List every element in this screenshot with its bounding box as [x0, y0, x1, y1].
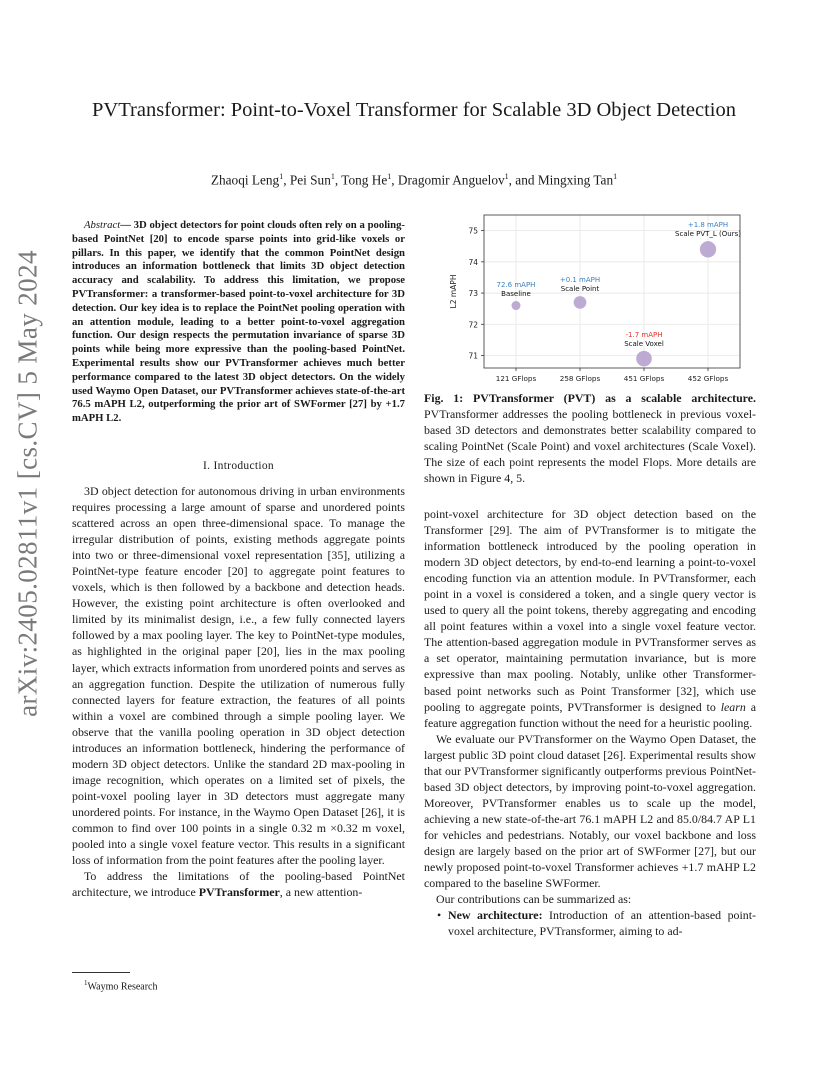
point-name-label: Baseline — [501, 290, 531, 299]
x-tick-label: 258 GFlops — [559, 374, 601, 383]
author-list: Zhaoqi Leng$^1$, Pei Sun$^1$, Tong He$^1$, Dragomir Anguelov$^1$, and Mingxing Tan$^1$ — [210, 172, 618, 188]
affiliation-mark: 1 — [279, 172, 284, 181]
point-delta-label: +0.1 mAPH — [559, 276, 601, 285]
y-tick-label: 73 — [468, 289, 478, 299]
x-tick-label: 451 GFlops — [623, 374, 665, 383]
abstract — [72, 219, 405, 426]
footnote-divider — [72, 972, 130, 973]
author-name: Zhaoqi Leng — [210, 172, 280, 188]
point-delta-label: 72.6 mAPH — [496, 281, 536, 290]
paragraph: We evaluate our PVTransformer on the Waymo Open Dataset, the largest public 3D point cloud dataset [26]. Experimental results show that our PVTransformer significantly outperforms previous PointNet-based 3D object detectors, by improving point-to-voxel aggregation. Moreover, PVTransformer enables us to scale up the model, achieving a new state-of-the-art 76.1 mAPH L2 and 85.0/84.7 AP L1 for vehicles and pedestrians. Notably, our voxel backbone and loss design are largely based on the prior art of SWFormer [27], but our newly proposed point-to-voxel Transformer achieves +1.7 mAHP L2 compared to the baseline SWFormer. — [424, 731, 756, 891]
scatter-chart — [444, 211, 744, 387]
paragraph: To address the limitations of the pooling-based PointNet architecture, we introduce PVTransformer, a new attention- — [72, 869, 405, 900]
affiliation-mark: 1 — [387, 172, 392, 181]
point-name-label: Scale PVT_L (Ours) — [675, 230, 741, 239]
affiliation-mark: 1 — [504, 172, 509, 181]
caption-text: PVTransformer addresses the pooling bottleneck in previous voxel-based 3D detectors and demonstrates better scalability compared to scaling PointNet (Scale Point) and voxel architectures (Scale Voxel). The size of each point represents the model Flops. More details are shown in Figure 4, 5. — [424, 407, 756, 486]
arxiv-identifier: arXiv:2405.02811v1 [cs.CV] 5 May 2024 — [12, 250, 43, 717]
bullet-icon: • — [437, 908, 442, 923]
paper-title: PVTransformer: Point-to-Voxel Transformer for Scalable 3D Object Detection — [92, 99, 736, 121]
abstract-text: — 3D object detectors for point clouds often rely on a pooling-based PointNet [20] to encode sparse points into grid-like voxels or pillars. In this paper, we identify that the common PointNet design introduces an information bottleneck that limits 3D object detection accuracy and scalability. To address this limitation, we propose PVTransformer: a transformer-based point-to-voxel architecture for 3D detection. Our key idea is to replace the PointNet pooling operation with an attention module, leading to a better point-to-voxel aggregation function. Our design respects the permutation invariance of sparse 3D points while being more expressive than the pooling-based PointNet. Experimental results show our PVTransformer achieves much better performance compared to the latest 3D object detectors. On the widely used Waymo Open Dataset, our PVTransformer achieves state-of-the-art 76.5 mAPH L2, outperforming the prior art of SWFormer [27] by +1.7 mAPH L2. — [72, 219, 405, 425]
figure-1-chart — [444, 211, 744, 387]
data-point — [512, 301, 521, 310]
data-point — [636, 351, 652, 367]
footnote: $^1$Waymo Research — [84, 979, 158, 993]
y-axis-label: L2 mAPH — [449, 274, 458, 309]
author-name: Tong He — [341, 172, 388, 188]
data-point — [574, 296, 587, 309]
point-name-label: Scale Voxel — [624, 339, 664, 348]
affiliation-mark: 1 — [330, 172, 335, 181]
list-item: • New architecture: Introduction of an attention-based point-voxel architecture, PVTransformer, aiming to ad- — [437, 908, 757, 939]
affiliation-mark: 1 — [613, 172, 618, 181]
x-tick-label: 121 GFlops — [495, 374, 537, 383]
y-tick-label: 74 — [468, 257, 478, 267]
author-name: Dragomir Anguelov — [397, 172, 505, 188]
paragraph: point-voxel architecture for 3D object detection based on the Transformer [29]. The aim of PVTransformer is to mitigate the information bottleneck introduced by the pooling operation in modern 3D object detectors, by end-to-end learning a point-to-voxel encoding function via an attention module. In PVTransformer, each point in a voxel is considered a token, and a single query vector is used to query all the point tokens, thereby aggregating and encoding all point features within a voxel into a single voxel feature vector. The attention-based aggregation module in PVTransformer serves as a set operator, maintaining permutation invariance, but is more expressive than max pooling. Notably, unlike other Transformer-based point networks such as Point Transformer [32], which use pooling to aggregate points, PVTransformer is designed to learn a feature aggregation function without the need for a heuristic pooling. — [424, 507, 756, 730]
paragraph: 3D object detection for autonomous driving in urban environments requires processing a large amount of sparse and unordered points scattered across an open three-dimensional space. To manage the irregular distribution of points, existing methods aggregate points into two or three-dimensional voxel representation [35], utilizing a PointNet-type feature encoder [20] to aggregate point features to voxels, which is then followed by a backbone and detection heads. However, the existing point architecture is often overlooked and limited by its minimalist design, i.e., a few fully connected layers followed by a max pooling layer. The key to PointNet-type modules, as highlighted in the original paper [20], lies in the max pooling layer, which extracts information from unordered points and serves as an aggregation function. Despite the utilization of numerous fully connected layers for feature extraction, the features of all points within a voxel are combined through a simple pooling layer. We observe that the vanilla pooling operation in 3D object detection introduces an information bottleneck, hindering the performance of modern 3D object detectors. Unlike the standard 2D max-pooling in image recognition, which operates on a limited set of pixels, the point-voxel pooling layer in 3D detectors must aggregate many unordered points. For instance, in the Waymo Open Dataset [26], it is common to find over 100 points in a single 0.32 m ×0.32 m voxel, pooled into a single voxel feature vector. This results in a significant loss of information from the point features after the pooling layer. — [72, 484, 405, 868]
section-heading: I. Introduction — [203, 460, 274, 472]
author-name: Mingxing Tan — [537, 172, 614, 188]
point-name-label: Scale Point — [560, 285, 600, 294]
paragraph: Our contributions can be summarized as: — [436, 892, 632, 907]
abstract-label: Abstract — [84, 219, 121, 231]
point-delta-label: +1.8 mAPH — [687, 221, 729, 230]
intro-body — [72, 483, 405, 900]
data-point — [700, 241, 716, 257]
y-tick-label: 71 — [468, 351, 478, 361]
x-tick-label: 452 GFlops — [687, 374, 729, 383]
caption-label: Fig. 1: PVTransformer (PVT) as a scalable architecture. — [424, 391, 756, 405]
right-column-body — [424, 506, 756, 939]
author-name: Pei Sun — [289, 172, 331, 188]
y-tick-label: 72 — [468, 320, 478, 330]
point-delta-label: -1.7 mAPH — [625, 330, 663, 339]
y-tick-label: 75 — [468, 226, 478, 236]
figure-caption — [424, 390, 756, 486]
